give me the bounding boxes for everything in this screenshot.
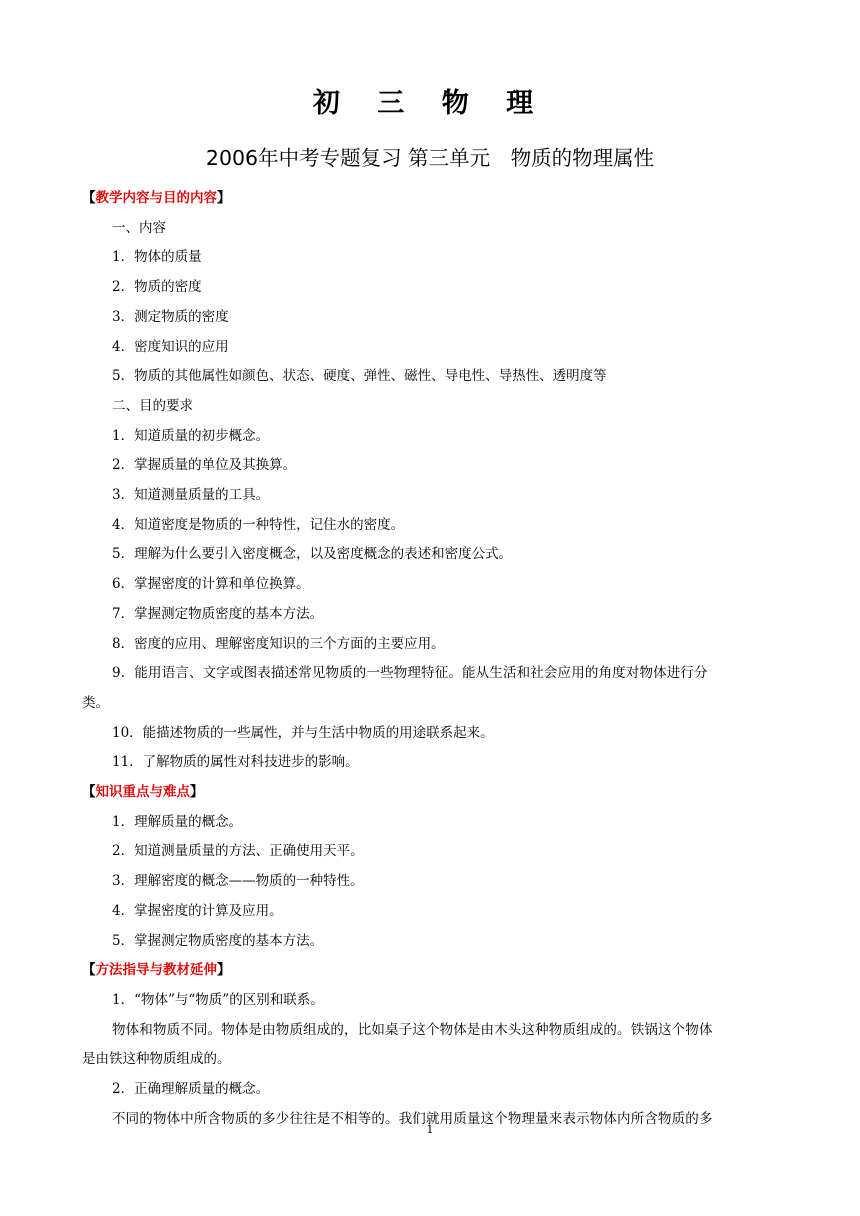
bracket-close: 】 (217, 190, 231, 206)
list-item: 5．物质的其他属性如颜色、状态、硬度、弹性、磁性、导电性、导热性、透明度等 (112, 368, 607, 385)
list-item: 2．掌握质量的单位及其换算。 (112, 457, 297, 474)
document-title: 初 三 物 理 (312, 88, 548, 119)
list-item: 6．掌握密度的计算和单位换算。 (112, 576, 310, 593)
list-item: 5．掌握测定物质密度的基本方法。 (112, 932, 324, 949)
list-item: 1．物体的质量 (112, 249, 202, 266)
list-item: 3．理解密度的概念——物质的一种特性。 (112, 873, 364, 890)
list-item-wrapped-line-2: 类。 (82, 694, 109, 711)
list-item: 2．物质的密度 (112, 279, 202, 296)
paragraph-line-1: 物体和物质不同。物体是由物质组成的，比如桌子这个物体是由木头这种物质组成的。铁锅这个物体 (112, 1021, 713, 1038)
paragraph-line-2: 是由铁这种物质组成的。 (82, 1051, 231, 1068)
section-header-text: 方法指导与教材延伸 (95, 962, 217, 979)
section-header-key-points (82, 778, 782, 808)
paragraph: 1．“物体”与“物质”的区别和联系。 (112, 991, 324, 1008)
bracket-open: 【 (82, 190, 96, 206)
list-item: 5．理解为什么要引入密度概念，以及密度概念的表述和密度公式。 (112, 546, 513, 563)
list-item: 10．能描述物质的一些属性，并与生活中物质的用途联系起来。 (112, 724, 494, 741)
paragraph-line-1: 不同的物体中所含物质的多少往往是不相等的。我们就用质量这个物理量来表示物体内所含物质的多 (112, 1110, 713, 1127)
list-item: 11．了解物质的属性对科技进步的影响。 (112, 754, 359, 771)
list-item: 8．密度的应用、理解密度知识的三个方面的主要应用。 (112, 635, 445, 652)
list-item: 二、目的要求 (112, 397, 193, 414)
bracket-open: 【 (82, 784, 96, 801)
paragraph: 2．正确理解质量的概念。 (112, 1081, 270, 1098)
list-item: 一、内容 (112, 219, 166, 236)
section-header-teaching-content (82, 184, 782, 214)
document-body (82, 184, 782, 1135)
section-header-text: 知识重点与难点 (95, 784, 190, 801)
list-item: 3．知道测量质量的工具。 (112, 487, 270, 504)
list-item: 3．测定物质的密度 (112, 308, 229, 325)
list-item: 7．掌握测定物质密度的基本方法。 (112, 605, 324, 622)
list-item-wrapped-line-1: 9．能用语言、文字或图表描述常见物质的一些物理特征。能从生活和社会应用的角度对物体进行分 (112, 665, 708, 682)
list-item: 1．理解质量的概念。 (112, 813, 243, 830)
list-item: 4．知道密度是物质的一种特性，记住水的密度。 (112, 516, 405, 533)
bracket-open: 【 (82, 962, 96, 979)
bracket-close: 】 (217, 962, 231, 979)
page-number: 1 (426, 1123, 434, 1136)
list-item: 4．密度知识的应用 (112, 338, 229, 355)
list-item: 1．知道质量的初步概念。 (112, 427, 270, 444)
section-header-method-guidance (82, 956, 782, 986)
bracket-close: 】 (190, 784, 204, 801)
list-item: 2．知道测量质量的方法、正确使用天平。 (112, 843, 364, 860)
document-subtitle: 2006年中考专题复习 第三单元 物质的物理属性 (205, 146, 655, 170)
list-item: 4．掌握密度的计算及应用。 (112, 902, 283, 919)
section-header-text: 教学内容与目的内容 (95, 190, 217, 206)
